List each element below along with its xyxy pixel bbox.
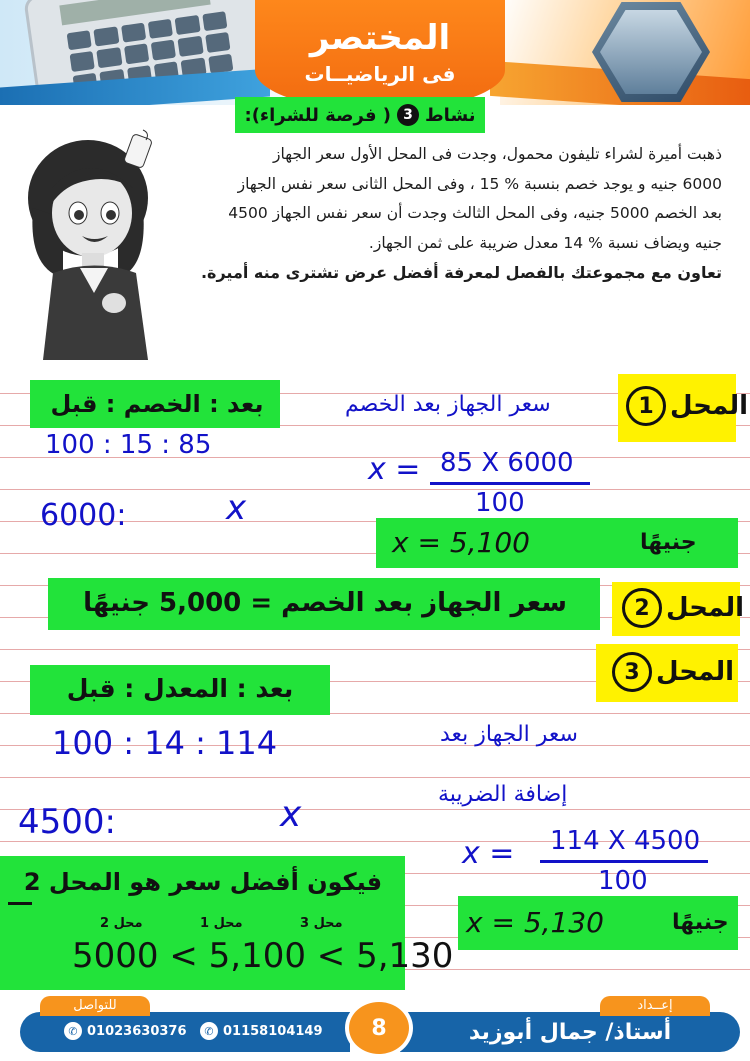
shop3-equation-lhs: x =: [462, 836, 515, 871]
shop1-number: 1: [626, 386, 666, 426]
shop1-ratio-row: 100 : 15 : 85: [45, 430, 212, 460]
footer-contact-tag: للتواصل: [40, 996, 150, 1016]
conclusion-comparison: 5000 < 5,100 < 5,130: [72, 936, 454, 976]
shop3-heading-line2: إضافة الضريبة: [438, 782, 568, 807]
whatsapp-icon: ✆: [200, 1022, 218, 1040]
shop1-result: x = 5,100: [392, 526, 530, 559]
shop2-number: 2: [622, 588, 662, 628]
shop1-ratio-header: بعد : الخصم : قبل: [50, 390, 264, 418]
shop3-label-text: المحل: [656, 657, 735, 687]
header-title: المختصر: [309, 18, 451, 58]
activity-prefix: نشاط: [424, 104, 476, 126]
conclusion-underline: [8, 902, 32, 905]
shop3-unit: جنيهًا: [672, 910, 729, 935]
page-footer: [0, 992, 750, 1061]
page-number: 8: [345, 998, 413, 1058]
shop1-heading: سعر الجهاز بعد الخصم: [345, 392, 551, 417]
conclusion-label: محل 3: [300, 916, 343, 931]
conclusion-label: محل 1: [200, 916, 243, 931]
problem-statement: [152, 140, 722, 288]
problem-line: 6000 جنيه و يوجد خصم بنسبة % 15 ، وفى المحل الثانى سعر نفس الجهاز: [237, 174, 722, 193]
problem-line: بعد الخصم 5000 جنيه، وفى المحل الثالث وجدت أن سعر نفس الجهاز 4500: [228, 204, 722, 222]
shop2-label: [622, 588, 744, 628]
footer-prepared-tag: إعــداد: [600, 996, 710, 1016]
footer-author: أستاذ/ جمال أبوزيد: [468, 1020, 672, 1045]
shop3-result: x = 5,130: [466, 906, 604, 939]
problem-task: تعاون مع مجموعتك بالفصل لمعرفة أفضل عرض تشترى منه أميرة.: [200, 263, 722, 282]
conclusion-text: فيكون أفضل سعر هو المحل 2: [23, 868, 383, 896]
shop3-unknown: x: [280, 794, 302, 835]
shop3-given-row: 4500:: [18, 802, 116, 842]
shop1-equation-denominator: 100: [475, 488, 525, 518]
shop3-equation-numerator: 114 X 4500: [550, 826, 701, 856]
shop2-label-text: المحل: [666, 593, 745, 623]
shop1-fraction-bar: [430, 482, 590, 485]
shop3-fraction-bar: [540, 860, 708, 863]
activity-title: [235, 97, 485, 133]
footer-phone1: [64, 1022, 187, 1040]
shop1-equation-lhs: x =: [368, 452, 421, 487]
shop1-equation-numerator: 85 X 6000: [440, 448, 574, 478]
activity-name: ( فرصة للشراء):: [244, 104, 391, 126]
shop3-number: 3: [612, 652, 652, 692]
shop3-equation-denominator: 100: [598, 866, 648, 896]
page-header: [0, 0, 750, 105]
problem-line: ذهبت أميرة لشراء تليفون محمول، وجدت فى المحل الأول سعر الجهاز: [273, 145, 722, 163]
shop1-label: [626, 386, 748, 426]
shop1-given-row: 6000:: [40, 498, 127, 533]
conclusion-label: محل 2: [100, 916, 143, 931]
shop3-ratio-header: بعد : المعدل : قبل: [66, 674, 294, 703]
header-subtitle: فى الرياضيــات: [304, 62, 456, 86]
shop3-ratio-row: 100 : 14 : 114: [52, 724, 278, 762]
shop1-label-text: المحل: [670, 391, 749, 421]
footer-phone1-number: 01023630376: [87, 1023, 187, 1039]
shop1-unit: جنيهًا: [640, 530, 697, 555]
problem-line: جنيه ويضاف نسبة % 14 معدل ضريبة على ثمن الجهاز.: [368, 233, 722, 252]
shop2-statement: سعر الجهاز بعد الخصم = 5,000 جنيهًا: [83, 588, 567, 618]
activity-number: 3: [397, 104, 419, 126]
phone-icon: ✆: [64, 1022, 82, 1040]
footer-phone2-number: 01158104149: [223, 1023, 323, 1039]
footer-phone2: [200, 1022, 323, 1040]
shop3-heading-line1: سعر الجهاز بعد: [440, 722, 578, 747]
shop1-unknown: x: [226, 488, 247, 528]
shop3-label: [612, 652, 734, 692]
